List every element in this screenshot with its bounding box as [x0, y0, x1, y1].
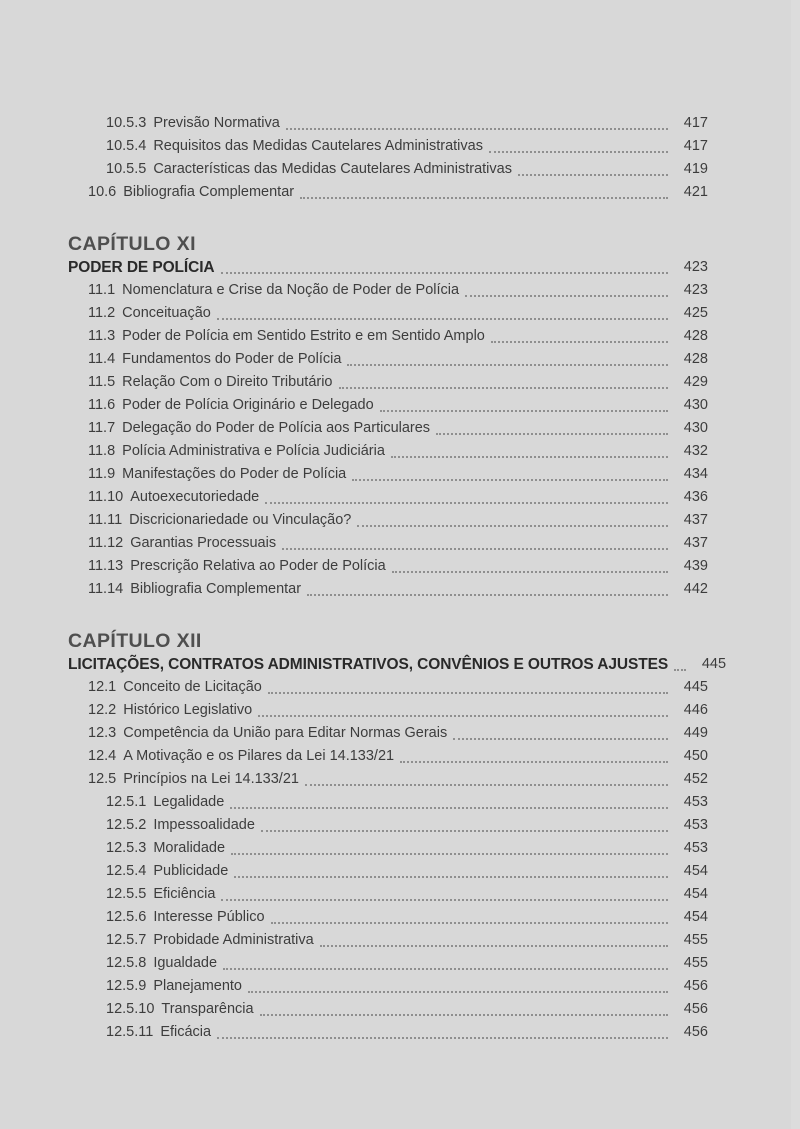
- entry-number: 10.6: [88, 184, 117, 200]
- page-number: 437: [683, 512, 708, 528]
- page-edge: [791, 0, 800, 1129]
- entry-number: 10.5.4: [106, 138, 147, 154]
- chapter-label: CAPÍTULO XI: [68, 233, 196, 255]
- entry-number: 12.5.8: [106, 955, 147, 971]
- entry-number: 11.10: [88, 489, 124, 505]
- page-number: 434: [683, 466, 708, 482]
- toc-entry: [68, 791, 708, 814]
- dot-leader: [271, 922, 668, 924]
- entry-title: Moralidade: [153, 840, 226, 856]
- entry-title: Previsão Normativa: [153, 115, 280, 131]
- dot-leader: [230, 807, 668, 809]
- toc-entry: [68, 348, 708, 371]
- page-number: 450: [683, 748, 708, 764]
- toc-section: [68, 232, 708, 601]
- toc-entry: [68, 578, 708, 601]
- entry-title: Histórico Legislativo: [123, 702, 253, 718]
- page-number: 454: [683, 863, 708, 879]
- toc-entry: [68, 860, 708, 883]
- page-number: 430: [683, 420, 708, 436]
- toc-entry: [68, 883, 708, 906]
- dot-leader: [268, 692, 668, 694]
- page-number: 419: [683, 161, 708, 177]
- page-number: 425: [683, 305, 708, 321]
- entry-title: Delegação do Poder de Polícia aos Particulares: [122, 420, 431, 436]
- entry-title: Manifestações do Poder de Polícia: [122, 466, 347, 482]
- chapter-title-row: [68, 653, 727, 676]
- entry-number: 12.3: [88, 725, 117, 741]
- page-number: 456: [683, 978, 708, 994]
- dot-leader: [491, 341, 668, 343]
- entry-number: 11.13: [88, 558, 124, 574]
- toc-entry: [68, 952, 708, 975]
- entry-number: 12.5.3: [106, 840, 147, 856]
- entry-title: A Motivação e os Pilares da Lei 14.133/21: [123, 748, 395, 764]
- entry-number: 12.5.4: [106, 863, 147, 879]
- entry-number: 12.1: [88, 679, 117, 695]
- toc-entry: [68, 486, 708, 509]
- page-number: 428: [683, 351, 708, 367]
- entry-title: Igualdade: [153, 955, 218, 971]
- page-number: 454: [683, 886, 708, 902]
- toc-entry: [68, 929, 708, 952]
- entry-title: Prescrição Relativa ao Poder de Polícia: [130, 558, 386, 574]
- entry-title: Legalidade: [153, 794, 225, 810]
- chapter-title: LICITAÇÕES, CONTRATOS ADMINISTRATIVOS, CONVÊNIOS E OUTROS AJUSTES: [68, 656, 669, 673]
- entry-title: Transparência: [161, 1001, 254, 1017]
- entry-title: Bibliografia Complementar: [130, 581, 302, 597]
- entry-title: Probidade Administrativa: [153, 932, 314, 948]
- toc-entry: [68, 417, 708, 440]
- page-number: 436: [683, 489, 708, 505]
- toc-entry: [68, 325, 708, 348]
- toc-entry: [68, 532, 708, 555]
- page-number: 421: [683, 184, 708, 200]
- dot-leader: [217, 318, 668, 320]
- entry-number: 11.14: [88, 581, 124, 597]
- page-number: 445: [701, 656, 727, 672]
- dot-leader: [231, 853, 668, 855]
- page-number: 417: [683, 115, 708, 131]
- dot-leader: [305, 784, 668, 786]
- dot-leader: [391, 456, 668, 458]
- page-number: 455: [683, 955, 708, 971]
- dot-leader: [248, 991, 668, 993]
- dot-leader: [258, 715, 668, 717]
- dot-leader: [221, 272, 668, 274]
- chapter-label: CAPÍTULO XII: [68, 630, 202, 652]
- entry-title: Interesse Público: [153, 909, 265, 925]
- toc-entry: [68, 837, 708, 860]
- toc-entry: [68, 906, 708, 929]
- entry-title: Poder de Polícia em Sentido Estrito e em Sentido Amplo: [122, 328, 485, 344]
- dot-leader: [489, 151, 668, 153]
- page-number: 453: [683, 840, 708, 856]
- page-number: 437: [683, 535, 708, 551]
- entry-number: 11.6: [88, 397, 116, 413]
- page-number: 454: [683, 909, 708, 925]
- entry-title: Bibliografia Complementar: [123, 184, 295, 200]
- dot-leader: [453, 738, 668, 740]
- entry-title: Competência da União para Editar Normas Gerais: [123, 725, 448, 741]
- entry-title: Relação Com o Direito Tributário: [122, 374, 333, 390]
- page-number: 455: [683, 932, 708, 948]
- page-number: 453: [683, 794, 708, 810]
- entry-number: 12.5.5: [106, 886, 147, 902]
- toc-entry: [68, 676, 708, 699]
- page-number: 456: [683, 1001, 708, 1017]
- toc-entry: [68, 279, 708, 302]
- dot-leader: [465, 295, 668, 297]
- dot-leader: [518, 174, 668, 176]
- dot-leader: [392, 571, 668, 573]
- toc-section: [68, 629, 727, 1044]
- toc-entry: [68, 998, 708, 1021]
- entry-number: 10.5.3: [106, 115, 147, 131]
- entry-title: Polícia Administrativa e Polícia Judiciária: [122, 443, 385, 459]
- entry-title: Conceito de Licitação: [123, 679, 262, 695]
- toc-entry: [68, 768, 708, 791]
- page-number: 446: [683, 702, 708, 718]
- toc-entry: [68, 463, 708, 486]
- toc-entry: [68, 181, 708, 204]
- entry-title: Características das Medidas Cautelares Administrativas: [153, 161, 512, 177]
- entry-number: 12.4: [88, 748, 117, 764]
- toc-section: [68, 112, 708, 204]
- entry-number: 12.5.7: [106, 932, 147, 948]
- toc-entry: [68, 394, 708, 417]
- page-number: 417: [683, 138, 708, 154]
- entry-title: Publicidade: [153, 863, 229, 879]
- dot-leader: [352, 479, 668, 481]
- entry-number: 12.5.6: [106, 909, 147, 925]
- dot-leader: [221, 899, 668, 901]
- page-number: 449: [683, 725, 708, 741]
- entry-title: Garantias Processuais: [130, 535, 277, 551]
- page-number: 423: [683, 282, 708, 298]
- dot-leader: [307, 594, 668, 596]
- entry-number: 11.4: [88, 351, 116, 367]
- entry-number: 11.8: [88, 443, 116, 459]
- toc-entry: [68, 699, 708, 722]
- dot-leader: [286, 128, 668, 130]
- entry-number: 12.5.1: [106, 794, 147, 810]
- toc-entry: [68, 509, 708, 532]
- toc-entry: [68, 814, 708, 837]
- entry-number: 11.2: [88, 305, 116, 321]
- dot-leader: [380, 410, 668, 412]
- toc-entry: [68, 112, 708, 135]
- dot-leader: [265, 502, 668, 504]
- entry-number: 11.5: [88, 374, 116, 390]
- page-number: 442: [683, 581, 708, 597]
- dot-leader: [223, 968, 668, 970]
- entry-number: 12.5.9: [106, 978, 147, 994]
- entry-title: Autoexecutoriedade: [130, 489, 260, 505]
- toc-entry: [68, 1021, 708, 1044]
- toc-entry: [68, 440, 708, 463]
- page-number: 428: [683, 328, 708, 344]
- entry-title: Impessoalidade: [153, 817, 255, 833]
- dot-leader: [282, 548, 668, 550]
- entry-number: 12.2: [88, 702, 117, 718]
- entry-number: 11.9: [88, 466, 116, 482]
- entry-number: 11.3: [88, 328, 116, 344]
- entry-title: Nomenclatura e Crise da Noção de Poder de Polícia: [122, 282, 460, 298]
- dot-leader: [320, 945, 668, 947]
- entry-title: Fundamentos do Poder de Polícia: [122, 351, 342, 367]
- dot-leader: [400, 761, 668, 763]
- entry-number: 12.5: [88, 771, 117, 787]
- entry-number: 11.1: [88, 282, 116, 298]
- chapter-title-row: [68, 256, 708, 279]
- toc-entry: [68, 975, 708, 998]
- dot-leader: [234, 876, 668, 878]
- dot-leader: [339, 387, 669, 389]
- entry-number: 10.5.5: [106, 161, 147, 177]
- page-number: 432: [683, 443, 708, 459]
- dot-leader: [436, 433, 668, 435]
- chapter-title: PODER DE POLÍCIA: [68, 259, 215, 276]
- page-number: 430: [683, 397, 708, 413]
- toc-entry: [68, 745, 708, 768]
- page-number: 445: [683, 679, 708, 695]
- entry-title: Eficiência: [153, 886, 216, 902]
- entry-title: Eficácia: [160, 1024, 212, 1040]
- toc-entry: [68, 555, 708, 578]
- table-of-contents: [68, 112, 727, 1044]
- page-number: 423: [683, 259, 708, 275]
- page-number: 439: [683, 558, 708, 574]
- dot-leader: [347, 364, 668, 366]
- entry-title: Planejamento: [153, 978, 242, 994]
- page-number: 429: [683, 374, 708, 390]
- toc-entry: [68, 722, 708, 745]
- toc-entry: [68, 371, 708, 394]
- entry-title: Conceituação: [122, 305, 211, 321]
- entry-number: 12.5.10: [106, 1001, 155, 1017]
- entry-title: Princípios na Lei 14.133/21: [123, 771, 299, 787]
- entry-number: 12.5.11: [106, 1024, 154, 1040]
- entry-title: Requisitos das Medidas Cautelares Administrativas: [153, 138, 483, 154]
- dot-leader: [300, 197, 668, 199]
- page-number: 453: [683, 817, 708, 833]
- entry-number: 12.5.2: [106, 817, 147, 833]
- entry-number: 11.7: [88, 420, 116, 436]
- toc-entry: [68, 135, 708, 158]
- dot-leader: [260, 1014, 668, 1016]
- toc-entry: [68, 158, 708, 181]
- entry-number: 11.12: [88, 535, 124, 551]
- dot-leader: [217, 1037, 668, 1039]
- entry-title: Poder de Polícia Originário e Delegado: [122, 397, 374, 413]
- entry-title: Discricionariedade ou Vinculação?: [129, 512, 352, 528]
- dot-leader: [357, 525, 668, 527]
- dot-leader: [674, 669, 686, 671]
- page-number: 452: [683, 771, 708, 787]
- toc-entry: [68, 302, 708, 325]
- dot-leader: [261, 830, 668, 832]
- entry-number: 11.11: [88, 512, 123, 528]
- page-number: 456: [683, 1024, 708, 1040]
